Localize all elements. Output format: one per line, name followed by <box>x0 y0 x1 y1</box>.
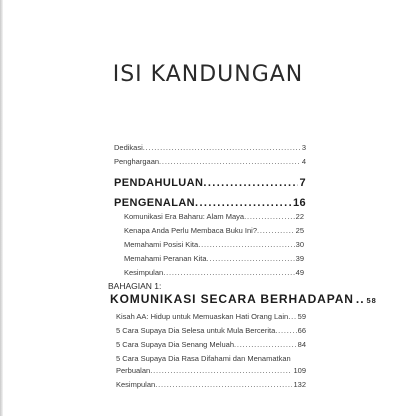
leader-dots <box>143 143 301 152</box>
toc-entry-penghargaan[interactable]: Penghargaan ..... 4 <box>114 157 306 166</box>
page-title: ISI KANDUNGAN <box>112 62 304 87</box>
leader-dots <box>155 380 292 389</box>
toc-subentry-pengenalan-5[interactable]: Kesimpulan ..... 49 <box>124 268 304 277</box>
leader-dots <box>159 157 301 166</box>
toc-subentry-bahagian-1-2[interactable]: 5 Cara Supaya Dia Selesa untuk Mula Bercerita ..... 66 <box>116 326 306 335</box>
leader-dots <box>203 177 298 189</box>
toc-subentry-pengenalan-4[interactable]: Memahami Peranan Kita ..... 39 <box>124 254 304 263</box>
leader-dots <box>198 240 294 249</box>
toc-entry-bahagian-1[interactable]: KOMUNIKASI SECARA BERHADAPAN .. 58 <box>110 292 377 306</box>
leader-dots <box>163 268 294 277</box>
toc-subentry-pengenalan-3[interactable]: Memahami Posisi Kita ..... 30 <box>124 240 304 249</box>
leader-dots <box>244 212 295 221</box>
leader-dots <box>275 326 296 335</box>
leader-dots <box>150 366 292 375</box>
toc-subentry-bahagian-1-4-cont[interactable]: Perbualan ..... 109 <box>116 366 306 375</box>
leader-dots <box>257 226 295 235</box>
leader-dots <box>234 340 297 349</box>
section-label-bahagian-1: BAHAGIAN 1: <box>108 281 162 291</box>
toc-subentry-bahagian-1-1[interactable]: Kisah AA: Hidup untuk Memuaskan Hati Orang Lain ..... 59 <box>116 312 306 321</box>
leader-dots <box>195 197 292 209</box>
toc-subentry-pengenalan-1[interactable]: Komunikasi Era Baharu: Alam Maya ..... 22 <box>124 212 304 221</box>
toc-entry-dedikasi[interactable]: Dedikasi ..... 3 <box>114 143 306 152</box>
toc-subentry-bahagian-1-3[interactable]: 5 Cara Supaya Dia Senang Meluah ..... 84 <box>116 340 306 349</box>
leader-dots: .. <box>355 292 365 306</box>
leader-dots <box>288 312 296 321</box>
leader-dots <box>207 254 295 263</box>
toc-entry-pengenalan[interactable]: PENGENALAN ..... 16 <box>114 197 306 209</box>
toc-entry-pendahuluan[interactable]: PENDAHULUAN ..... 7 <box>114 177 306 189</box>
toc-subentry-pengenalan-2[interactable]: Kenapa Anda Perlu Membaca Buku Ini? ..... 25 <box>124 226 304 235</box>
toc-subentry-bahagian-1-4[interactable]: 5 Cara Supaya Dia Rasa Difahami dan Menamatkan <box>116 354 291 363</box>
toc-subentry-bahagian-1-5[interactable]: Kesimpulan ..... 132 <box>116 380 306 389</box>
